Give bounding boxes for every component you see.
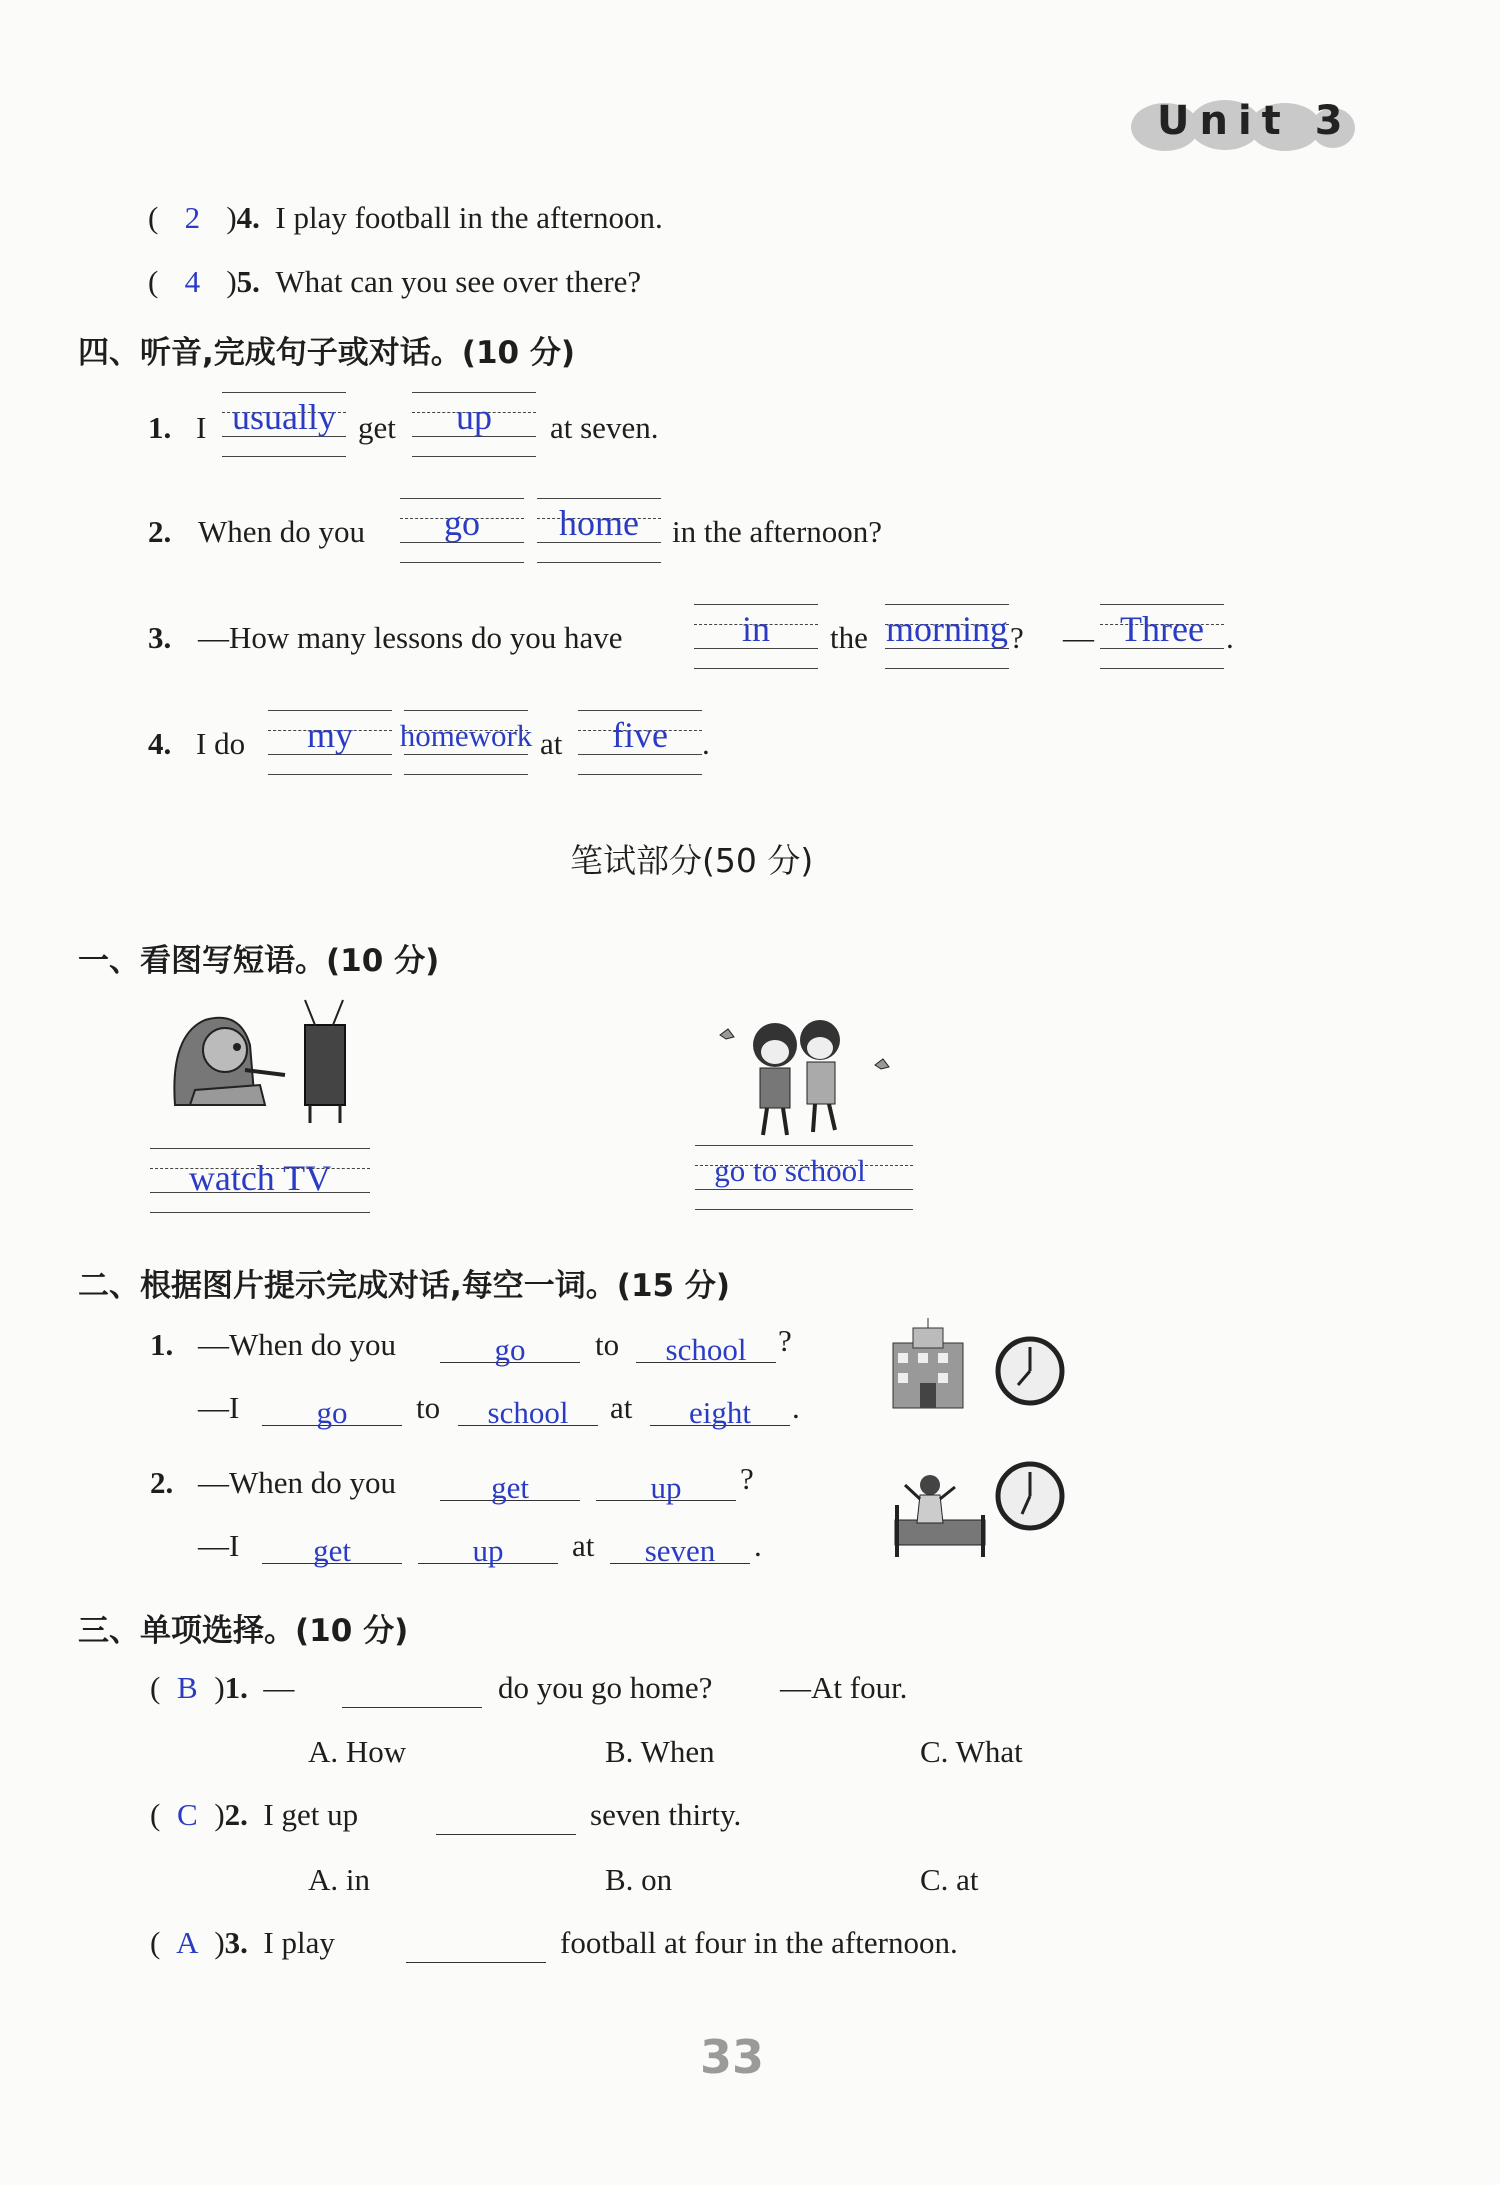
text: in the afternoon? <box>672 514 883 549</box>
text: 5. <box>236 264 260 299</box>
text: school <box>665 1332 747 1367</box>
go-to-school-picture <box>715 1010 895 1140</box>
text: up <box>472 1533 504 1568</box>
answer-in: in <box>741 609 770 649</box>
text: 2. <box>150 1465 174 1500</box>
text: ? <box>1010 620 1024 655</box>
text: football at four in the afternoon. <box>560 1925 958 1960</box>
written-part-title: 笔试部分(50 分) <box>570 841 814 880</box>
option-c: C. What <box>920 1734 1023 1769</box>
option-a: A. in <box>308 1862 370 1897</box>
text: —When do you <box>198 1327 397 1362</box>
text: —At four. <box>780 1670 908 1705</box>
text: 3. <box>148 620 172 655</box>
answer-blank <box>342 1707 482 1708</box>
text: up <box>650 1470 682 1505</box>
text: at <box>540 726 563 761</box>
answer-watch-tv: watch TV <box>188 1158 332 1198</box>
answer-three: Three <box>1120 609 1204 649</box>
text: — <box>263 1670 295 1705</box>
text: I play <box>263 1925 335 1960</box>
text: ? <box>740 1461 754 1496</box>
q-number: 1. <box>148 410 172 445</box>
answer-homework: homework <box>399 718 533 753</box>
text: 2. <box>148 514 172 549</box>
section1-title: 一、看图写短语。(10 分) <box>78 943 440 979</box>
text: 3. <box>224 1925 248 1960</box>
clock-seven-icon <box>994 1460 1066 1532</box>
text: 4. <box>148 726 172 761</box>
answer-morning: morning <box>886 609 1008 649</box>
answer-home: home <box>559 503 639 543</box>
mc-question-2: ( C )2. I get up <box>150 1797 359 1832</box>
item-5: ( 4 )5. What can you see over there? <box>148 264 642 299</box>
text: eight <box>689 1395 751 1430</box>
text: What can you see over there? <box>275 264 642 299</box>
text: . <box>792 1390 800 1425</box>
option-b: B. When <box>605 1734 715 1769</box>
text: go <box>494 1332 526 1367</box>
get-up-picture <box>885 1465 995 1560</box>
school-building-picture <box>888 1318 968 1413</box>
section2-title: 二、根据图片提示完成对话,每空一词。(15 分) <box>78 1268 731 1304</box>
option-c: C. at <box>920 1862 979 1897</box>
answer-go: go <box>444 503 480 543</box>
text: — <box>1063 620 1094 655</box>
text: 2. <box>224 1797 248 1832</box>
answer-blank <box>406 1962 546 1963</box>
text: I <box>196 410 207 445</box>
mc-question-3: ( A )3. I play <box>150 1925 335 1960</box>
section3-title: 三、单项选择。(10 分) <box>78 1613 409 1649</box>
text: seven thirty. <box>590 1797 742 1832</box>
text: —I <box>198 1528 240 1563</box>
text: to <box>595 1327 620 1362</box>
text: C <box>176 1797 198 1832</box>
text: . <box>1226 620 1234 655</box>
text: I get up <box>263 1797 359 1832</box>
unit-header <box>1125 95 1355 155</box>
text: get <box>491 1470 529 1505</box>
text: get <box>358 410 396 445</box>
unit-title: Unit 3 <box>1157 98 1353 144</box>
text: 4. <box>236 200 260 235</box>
text: seven <box>644 1533 716 1568</box>
answer: 4 <box>184 264 201 299</box>
option-a: A. How <box>308 1734 407 1769</box>
text: A <box>176 1925 199 1960</box>
section4-title: 四、听音,完成句子或对话。(10 分) <box>78 335 576 371</box>
answer-up: up <box>456 397 492 437</box>
text: school <box>487 1395 569 1430</box>
answer: 2 <box>184 200 201 235</box>
answer-go-to-school: go to school <box>714 1153 866 1188</box>
text: . <box>702 726 710 761</box>
page-number: 33 <box>700 2030 765 2084</box>
text: go <box>316 1395 348 1430</box>
text: ? <box>778 1323 792 1358</box>
text: do you go home? <box>498 1670 713 1705</box>
answer-usually: usually <box>232 397 336 437</box>
answer-blank <box>436 1834 576 1835</box>
mc-question-1: ( B )1. — <box>150 1670 295 1705</box>
text: B <box>176 1670 198 1705</box>
text: get <box>313 1533 351 1568</box>
text: —I <box>198 1390 240 1425</box>
text: 1. <box>150 1327 174 1362</box>
text: I do <box>196 726 246 761</box>
text: at <box>610 1390 633 1425</box>
item-4: ( 2 )4. I play football in the afternoon. <box>148 200 663 235</box>
text: I play football in the afternoon. <box>275 200 663 235</box>
answer-five: five <box>612 715 668 755</box>
watch-tv-picture <box>165 995 355 1130</box>
text: —How many lessons do you have <box>198 620 623 655</box>
clock-eight-icon <box>994 1335 1066 1407</box>
text: to <box>416 1390 441 1425</box>
text: When do you <box>198 514 366 549</box>
text: 1. <box>224 1670 248 1705</box>
text: at <box>572 1528 595 1563</box>
answer-my: my <box>306 715 353 755</box>
text: . <box>754 1528 762 1563</box>
text: at seven. <box>550 410 659 445</box>
text: the <box>830 620 868 655</box>
text: —When do you <box>198 1465 397 1500</box>
option-b: B. on <box>605 1862 673 1897</box>
